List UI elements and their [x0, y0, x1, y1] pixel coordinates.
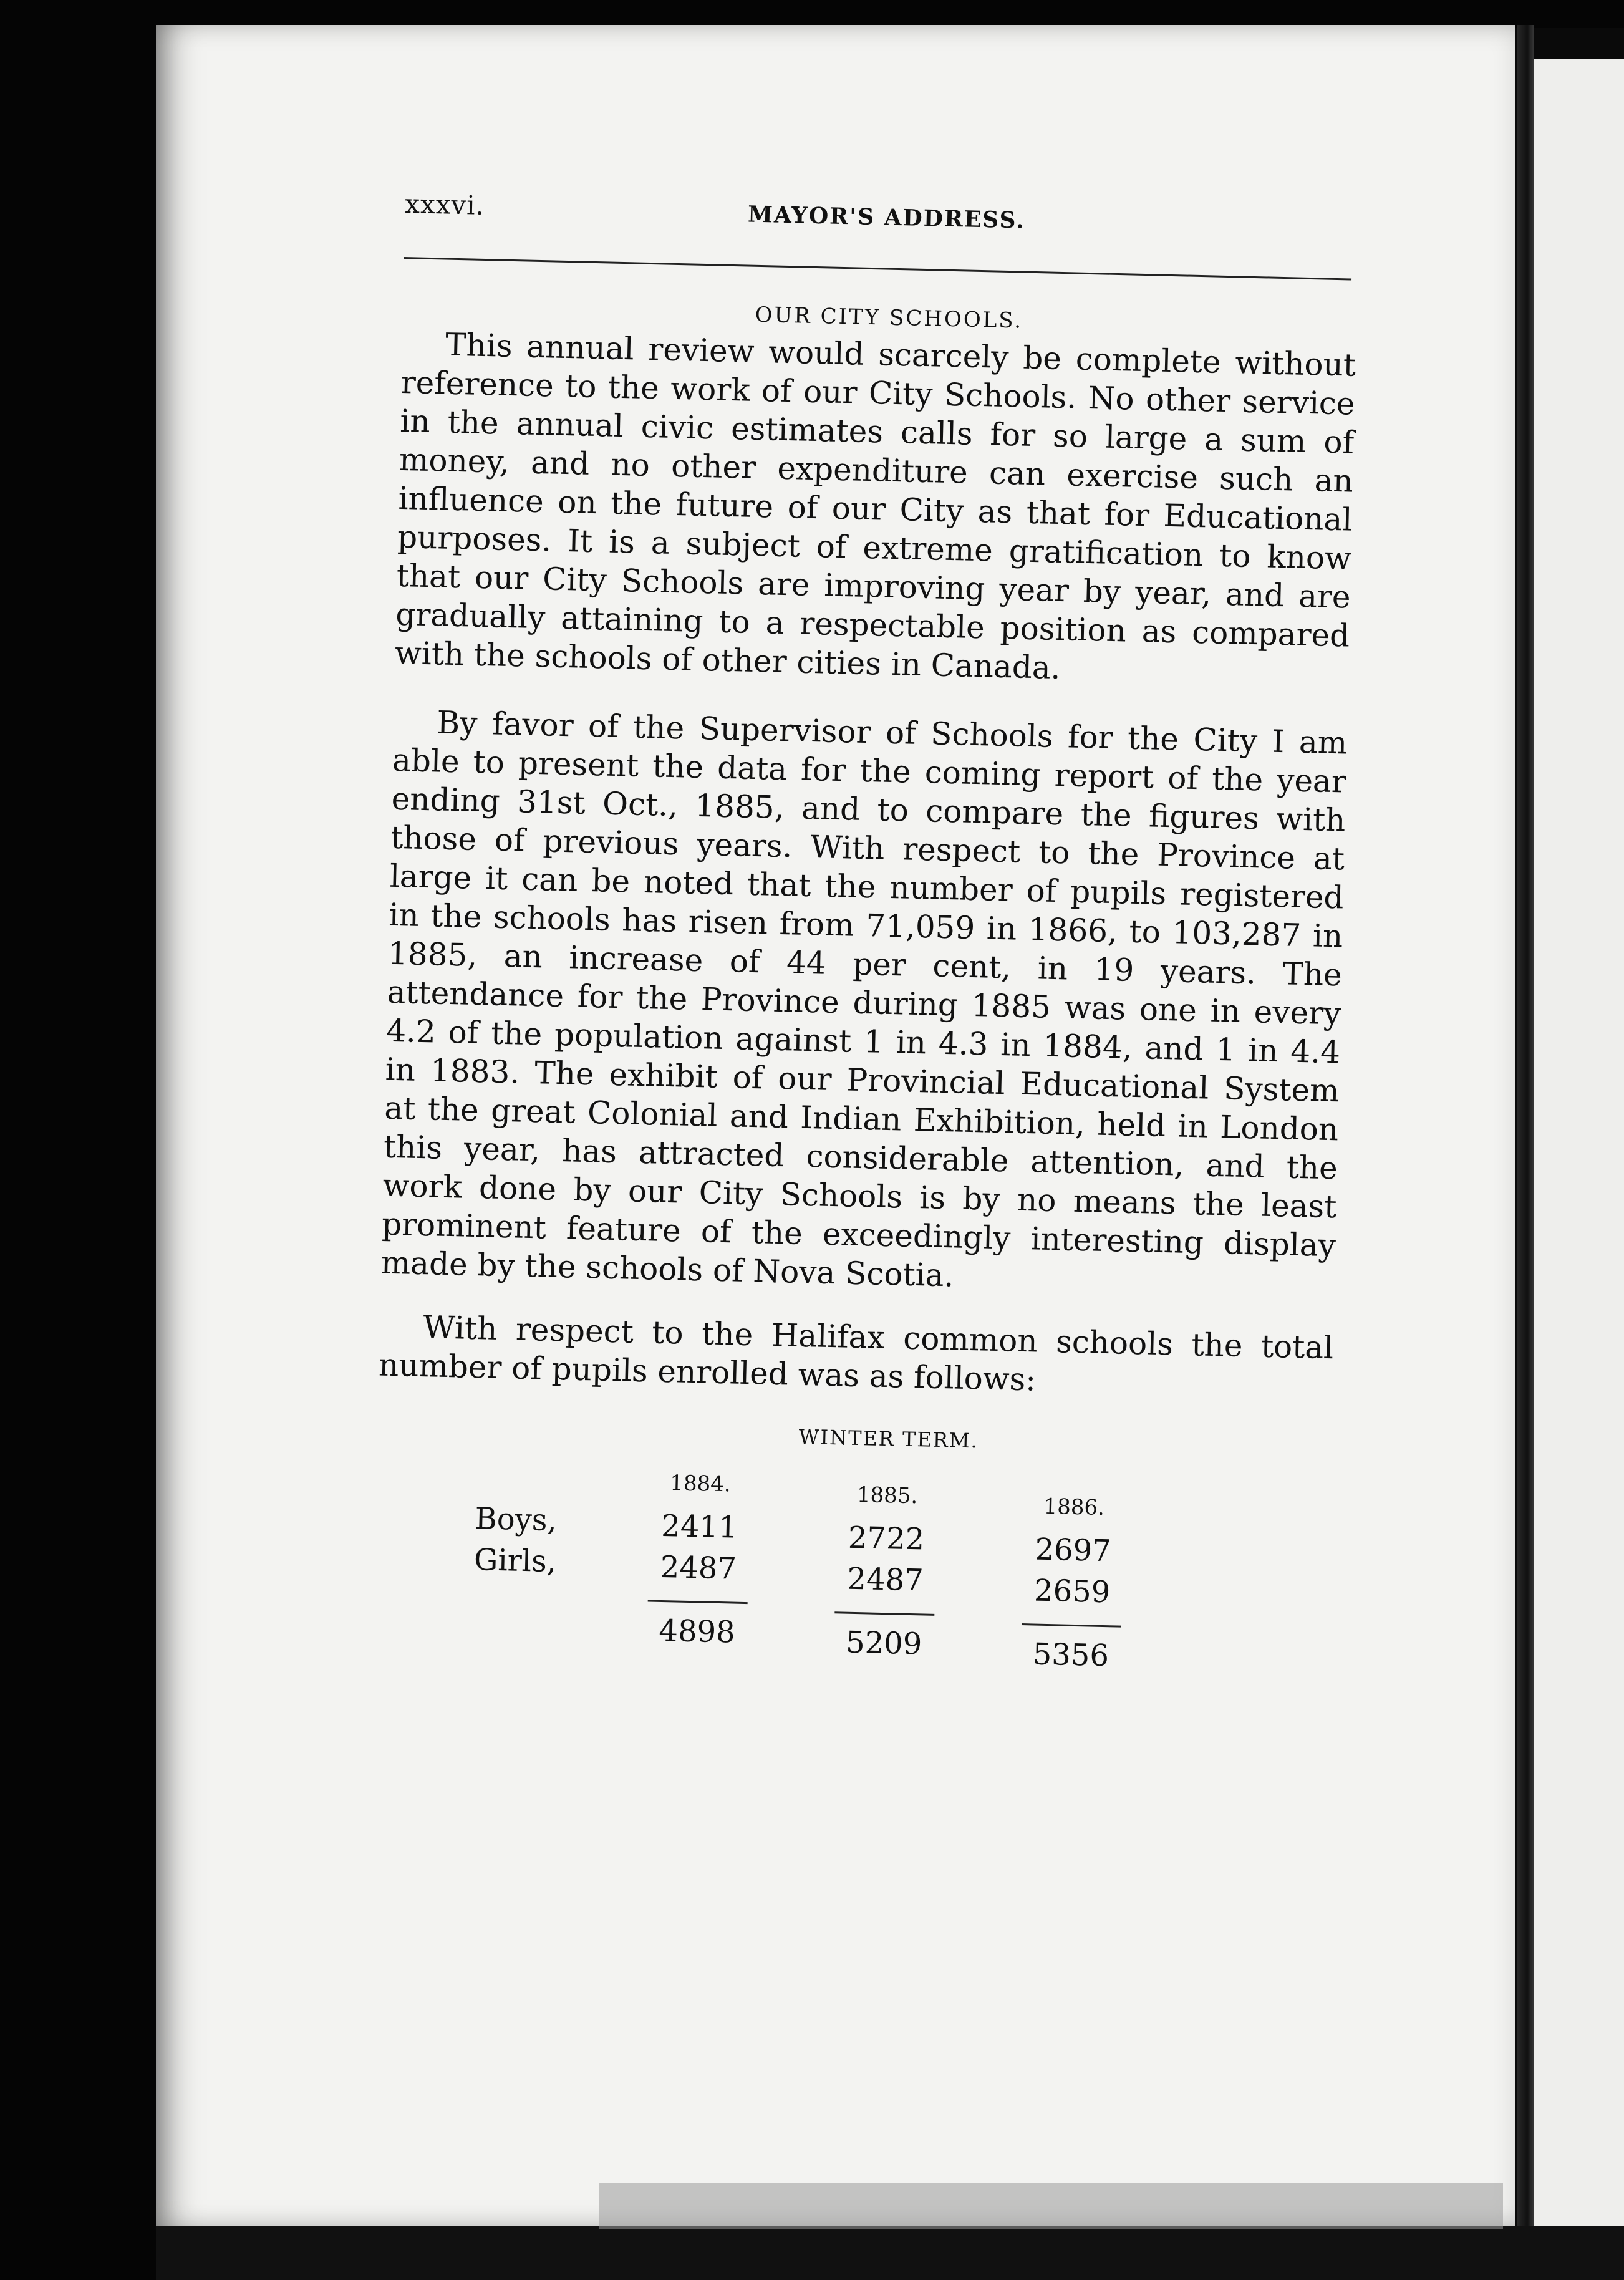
total-value: 5356 — [1032, 1636, 1109, 1674]
section-title: OUR CITY SCHOOLS. — [755, 302, 1023, 334]
header-rule — [404, 257, 1351, 280]
row-label-girls: Girls, — [473, 1542, 557, 1580]
sum-rule — [1022, 1623, 1121, 1628]
paragraph-3: With respect to the Halifax common schools the total number of pupils enrolled was as follows: — [378, 1309, 1334, 1398]
row-label-boys: Boys, — [474, 1501, 558, 1539]
girls-value: 2487 — [660, 1549, 737, 1587]
page-content — [315, 187, 1360, 1722]
column-year: 1884. — [669, 1471, 732, 1497]
enrollment-table — [315, 1462, 1330, 1722]
table-column-1885 — [821, 1482, 950, 1662]
girls-value: 2487 — [846, 1561, 924, 1598]
boys-value: 2411 — [660, 1508, 738, 1545]
scan-border-left — [0, 0, 156, 2280]
book-gutter — [1517, 25, 1534, 2226]
sum-rule — [834, 1611, 934, 1616]
running-head: MAYOR'S ADDRESS. — [747, 201, 1026, 234]
table-title: WINTER TERM. — [798, 1424, 979, 1453]
column-year: 1886. — [1043, 1494, 1105, 1521]
table-column-1884 — [634, 1470, 763, 1650]
column-year: 1885. — [856, 1482, 918, 1509]
girls-value: 2659 — [1033, 1573, 1111, 1610]
table-column-1886 — [1008, 1494, 1136, 1674]
total-value: 5209 — [845, 1625, 922, 1662]
facing-page-edge — [1534, 59, 1624, 2236]
scan-border-top — [0, 0, 1624, 28]
page-number: xxxvi. — [404, 188, 485, 221]
boys-value: 2697 — [1035, 1532, 1112, 1569]
sum-rule — [648, 1600, 748, 1604]
paragraph-2: By favor of the Supervisor of Schools for the City I am able to present the data for the coming report of the year ending 31st Oct., 1885, and to compare the figures with those of previous years. With respect to the Province at large it can be noted that the number of pupils registered in the schools has risen from 71,059 in 1866, to 103,287 in 1885, an increase of 44 per cent, in 19 years. The attendance for the Province during 1885 was one in every 4.2 of the population against 1 in 4.3 in 1884, and 1 in 4.4 in 1883. The exhibit of our Provincial Educational System at the great Colonial and Indian Exhibition, held in London this year, has attracted considerable attention, and the work done by our City Schools is by no means the least prominent feature of the exceedingly interesting display made by the schools of Nova Scotia. — [380, 704, 1348, 1294]
total-value: 4898 — [658, 1613, 736, 1650]
page-curl-shadow — [599, 2183, 1503, 2229]
paragraph-1: This annual review would scarcely be complete without reference to the work of our City Schools. No other service in the annual civic estimates calls for so large a sum of money, and no other expenditure can exercise such an influence on the future of our City as that for Educational purposes. It is a subject of extreme gratification to know that our City Schools are improving year by year, and are gradually attaining to a respectable position as compared with the schools of other cities in Canada. — [394, 326, 1356, 687]
boys-value: 2722 — [848, 1520, 925, 1557]
scan-border-bottom — [156, 2226, 1624, 2280]
